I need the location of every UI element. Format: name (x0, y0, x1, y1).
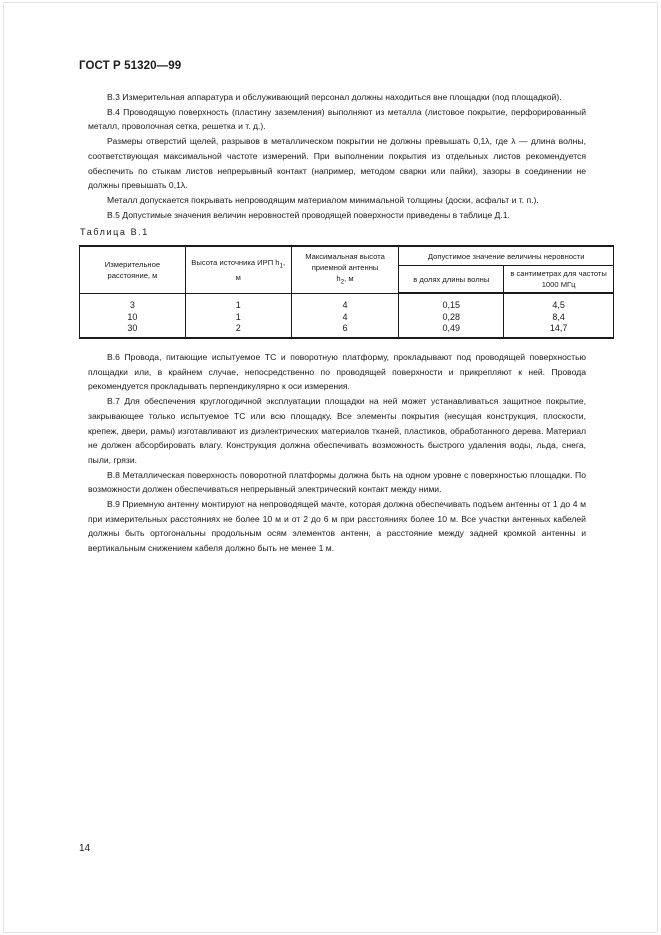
table-row (80, 293, 614, 312)
table-row (80, 323, 614, 338)
table-cell: 10 (80, 312, 186, 324)
table-cell: 0,49 (399, 323, 504, 338)
header-roughness-cm: в сантиметрах для частоты 1000 МГц (504, 266, 614, 294)
table-row (80, 312, 614, 324)
roughness-table (79, 245, 614, 339)
table-cell: 1 (185, 293, 291, 312)
table-caption: Таблица В.1 (80, 227, 149, 237)
table-cell: 0,28 (399, 312, 504, 324)
header-roughness-group: Допустимое значение величины неровности (399, 246, 614, 266)
table-cell: 0,15 (399, 293, 504, 312)
table-cell: 8,4 (504, 312, 614, 324)
document-header: ГОСТ Р 51320—99 (79, 60, 182, 72)
paragraph-b6: В.6 Провода, питающие испытуемое ТС и поворотную платформу, прокладывают под проводящей поверхностью площадки или, в крайнем случае, непосредственно по проводящей поверхности и прикрепляют к ней. Провода рекомендуется прокладывать перпендикулярно к оси измерения. (88, 352, 586, 392)
paragraph-b3: В.3 Измерительная аппаратура и обслуживающий персонал должны находиться вне площадки (под площадкой). (107, 92, 562, 102)
header-source-height: Высота источника ИРП $h_1$, м (185, 246, 291, 293)
paragraph-b4: В.4 Проводящую поверхность (пластину заземления) выполняют из металла (листовое покрытие, перфорированный металл, проволочная сетка, решетка и т. д.). (88, 106, 586, 132)
table-cell: 3 (80, 293, 186, 312)
table-cell: 14,7 (504, 323, 614, 338)
header-roughness-wavelength: в долях длины волны (399, 266, 504, 294)
paragraph-b5: В.5 Допустимые значения величин неровностей проводящей поверхности приведены в таблице Д.1. (107, 209, 510, 220)
body-text-bottom (88, 350, 586, 556)
table-cell: 6 (291, 323, 399, 338)
table-cell: 4,5 (504, 293, 614, 312)
body-text-top (88, 90, 586, 222)
paragraph-coating: Металл допускается покрывать непроводящим материалом минимальной толщины (доски, асфальт и т. п.). (107, 194, 539, 205)
table-cell: 4 (291, 312, 399, 324)
table-cell: 30 (80, 323, 186, 338)
paragraph-b7: В.7 Для обеспечения круглогодичной эксплуатации площадки на ней может устанавливаться защитное покрытие, закрывающее только испытуемое ТС или всю площадку. Все элементы покрытия (несущая конструкция, плоскости, крепеж, двери, рамы) изготавливают из диэлектрических материалов тканей, пластиков, обработанного дерева. Материал не должен абсорбировать влагу. Конструкция должна обеспечивать возможность быстрого удаления воды, льда, снега, пыли, грязи. (88, 396, 586, 465)
table-cell: 1 (185, 312, 291, 324)
paragraph-openings: Размеры отверстий щелей, разрывов в металлическом покрытии не должны превышать 0,1λ, где λ — длина волны, соответствующая максимальной частоте измерений. При выполнении покрытия из отдельных листов рекомендуется обеспечить по стыкам листов непрерывный контакт (например, методом сварки или пайки), зазоры в соединении не должны превышать 0,1λ. (88, 136, 586, 191)
paragraph-b8: В.8 Металлическая поверхность поворотной платформы должна быть на одном уровне с поверхностью площадки. По возможности должен обеспечиваться непрерывный электрический контакт между ними. (88, 469, 586, 495)
table-cell: 4 (291, 293, 399, 312)
page-number: 14 (79, 843, 91, 854)
paragraph-b9: В.9 Приемную антенну монтируют на непроводящей мачте, которая должна обеспечивать подъем антенны от 1 до 4 м при измерительных расстояниях не более 10 м и от 2 до 6 м при расстояниях более 10 м. Все участки антенных кабелей должны быть ортогональны продольным осям элементов антенн, а расстояние между задней кромкой антенны и вертикальным снижением кабеля должно быть не менее 1 м. (88, 499, 586, 554)
header-distance: Измерительное расстояние, м (80, 246, 186, 293)
header-antenna-height: Максимальная высота приемной антенны $h_2$, м (291, 246, 399, 293)
table-cell: 2 (185, 323, 291, 338)
